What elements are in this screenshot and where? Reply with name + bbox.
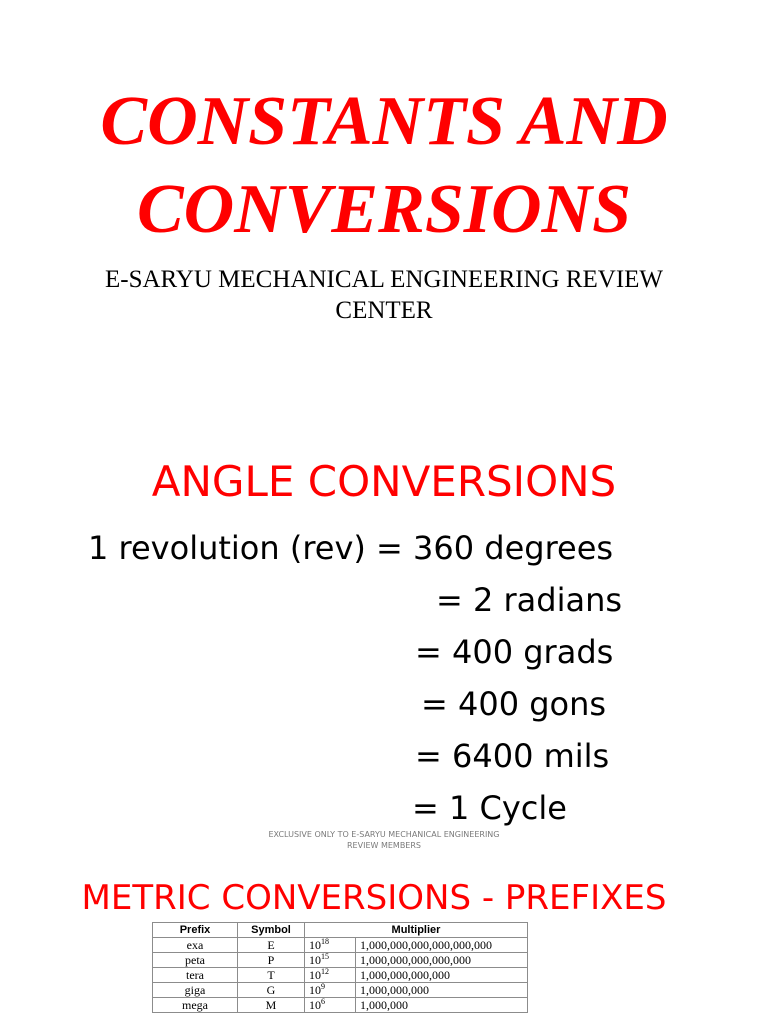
subtitle-line-1: E-SARYU MECHANICAL ENGINEERING REVIEW <box>104 266 664 293</box>
cell-multiplier-value: 1,000,000,000,000 <box>356 968 528 983</box>
column-header-multiplier: Multiplier <box>305 923 528 938</box>
cell-prefix: giga <box>153 983 238 998</box>
exclusive-note-line-2: REVIEW MEMBERS <box>347 841 421 850</box>
prefix-table-body <box>153 938 528 1013</box>
table-row <box>153 938 528 953</box>
angle-conversion-line: = 1 Cycle <box>412 789 567 827</box>
cell-power-of-ten <box>305 968 356 983</box>
angle-conversion-line: = 400 gons <box>421 685 607 723</box>
column-header-symbol: Symbol <box>238 923 305 938</box>
power-exponent: 6 <box>321 997 325 1006</box>
cell-symbol: P <box>238 953 305 968</box>
table-row <box>153 953 528 968</box>
cell-multiplier-value: 1,000,000,000,000,000,000 <box>356 938 528 953</box>
cell-prefix: peta <box>153 953 238 968</box>
title-line-1: CONSTANTS AND <box>100 83 668 160</box>
cell-symbol: G <box>238 983 305 998</box>
cell-power-of-ten <box>305 938 356 953</box>
angle-conversion-line: = 6400 mils <box>415 737 610 775</box>
title-line-2: CONVERSIONS <box>136 171 632 248</box>
exclusive-note-line-1: EXCLUSIVE ONLY TO E-SARYU MECHANICAL ENGINEERING <box>268 830 500 839</box>
cell-power-of-ten <box>305 998 356 1013</box>
angle-conversions-heading: ANGLE CONVERSIONS <box>151 457 617 506</box>
cell-multiplier-value: 1,000,000 <box>356 998 528 1013</box>
table-row <box>153 983 528 998</box>
power-base: 10 <box>309 938 321 952</box>
cell-multiplier-value: 1,000,000,000,000,000 <box>356 953 528 968</box>
power-exponent: 18 <box>321 937 329 946</box>
cell-symbol: T <box>238 968 305 983</box>
column-header-prefix: Prefix <box>153 923 238 938</box>
power-base: 10 <box>309 968 321 982</box>
power-exponent: 15 <box>321 952 329 961</box>
table-row <box>153 968 528 983</box>
cell-power-of-ten <box>305 983 356 998</box>
prefix-table <box>152 922 528 1013</box>
angle-conversion-line: 1 revolution (rev) = 360 degrees <box>88 529 614 567</box>
cell-prefix: exa <box>153 938 238 953</box>
subtitle-line-2: CENTER <box>335 297 433 324</box>
table-row <box>153 998 528 1013</box>
cell-symbol: M <box>238 998 305 1013</box>
power-base: 10 <box>309 998 321 1012</box>
cell-symbol: E <box>238 938 305 953</box>
cell-prefix: mega <box>153 998 238 1013</box>
cell-power-of-ten <box>305 953 356 968</box>
cell-prefix: tera <box>153 968 238 983</box>
table-header-row <box>153 923 528 938</box>
angle-conversion-line: = 400 grads <box>415 633 614 671</box>
power-exponent: 9 <box>321 982 325 991</box>
metric-prefixes-heading: METRIC CONVERSIONS - PREFIXES <box>81 878 667 918</box>
angle-conversion-line: = 2 radians <box>436 581 623 619</box>
power-exponent: 12 <box>321 967 329 976</box>
power-base: 10 <box>309 953 321 967</box>
cell-multiplier-value: 1,000,000,000 <box>356 983 528 998</box>
power-base: 10 <box>309 983 321 997</box>
